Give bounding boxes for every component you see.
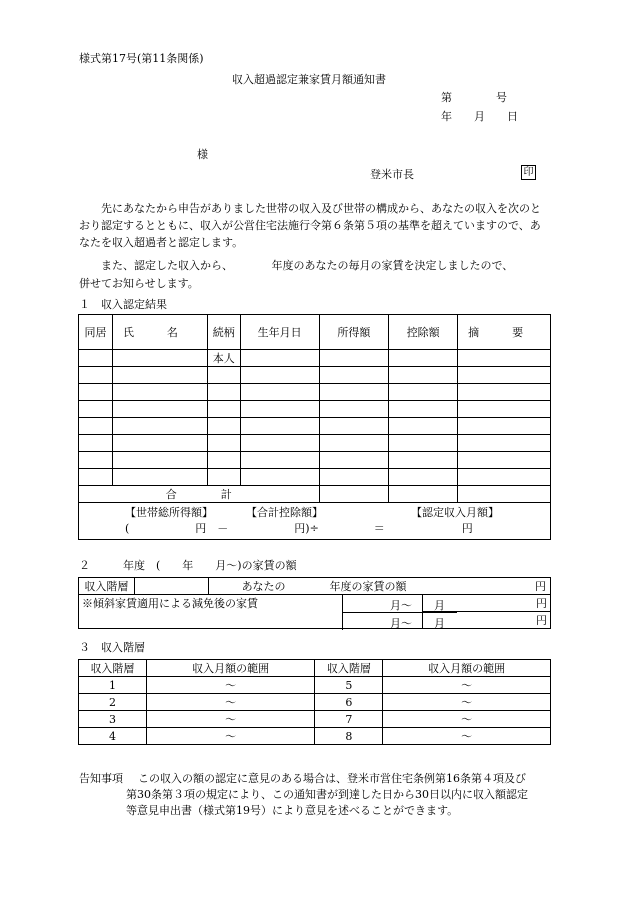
table-row [79, 401, 551, 418]
rent-yen: 円 [535, 580, 546, 593]
body-paragraph-1: 先にあなたから申告がありました世帯の収入及び世帯の構成から、あなたの収入を次のとおり認定するとともに、収入が公営住宅法施行令第６条第５項の基準を超えていますので、あなたを収入超過者と認定します。 [79, 202, 541, 249]
section2-heading: ２ 年度 ( 年 月〜)の家賃の額 [79, 559, 297, 572]
income-class-table [78, 659, 551, 745]
table-row [79, 694, 551, 711]
class-cell: 2 [79, 694, 147, 711]
table-row [79, 728, 551, 745]
range-cell: 〜 [146, 694, 315, 711]
body-paragraph-2-line-2: 併せてお知らせします。 [79, 277, 199, 290]
header-birthdate: 生年月日 [240, 315, 319, 350]
reduced-yen-1: 円 [423, 595, 551, 612]
class-cell: 8 [315, 728, 383, 745]
header-cohabit: 同居 [79, 315, 113, 350]
range-cell: 〜 [146, 728, 315, 745]
month-range-2: 月〜 月 [390, 617, 445, 630]
table-row [79, 452, 551, 469]
table-row [79, 418, 551, 435]
sender-name: 登米市長 [370, 168, 414, 181]
class-cell: 5 [315, 677, 383, 694]
summary-formula: ( 円 － 円)÷ ＝ 円 [125, 522, 473, 535]
notice-label: 告知事項 [79, 772, 123, 785]
rent-row [79, 578, 551, 595]
divider [342, 612, 457, 613]
range-cell: 〜 [383, 728, 551, 745]
table-row [79, 469, 551, 486]
header-range-1: 収入月額の範囲 [146, 660, 315, 677]
class-cell: 3 [79, 711, 147, 728]
table-row [79, 677, 551, 694]
divider [342, 595, 343, 630]
header-deduction: 控除額 [389, 315, 458, 350]
range-cell: 〜 [146, 711, 315, 728]
seal-mark: 印 [521, 165, 536, 180]
document-title: 収入超過認定兼家賃月額通知書 [232, 73, 386, 86]
table-row [79, 711, 551, 728]
total-row [79, 486, 551, 503]
header-relation: 続柄 [207, 315, 240, 350]
reduced-yen-2: 円 [423, 612, 551, 629]
number-line: 第 号 [441, 91, 507, 104]
relation-self: 本人 [207, 350, 240, 367]
month-range-1: 月〜 月 [390, 599, 445, 612]
range-cell: 〜 [383, 694, 551, 711]
rent-table [78, 577, 551, 629]
section3-heading: ３ 収入階層 [79, 641, 145, 654]
header-remarks: 摘 要 [458, 315, 551, 350]
range-cell: 〜 [383, 677, 551, 694]
summary-row [79, 503, 551, 540]
income-class-header [79, 660, 551, 677]
notice-line-2: 第30条第３項の規定により、この通知書が到達した日から30日以内に収入額認定 [126, 788, 528, 801]
income-class-label: 収入階層 [79, 578, 135, 595]
class-cell: 7 [315, 711, 383, 728]
rent-label: あなたの 年度の家賃の額 [241, 580, 407, 593]
section1-heading: １ 収入認定結果 [79, 298, 167, 311]
table-row [79, 435, 551, 452]
addressee-suffix: 様 [197, 148, 208, 161]
income-table-header [79, 315, 551, 350]
date-line: 年 月 日 [441, 110, 518, 123]
table-row [79, 367, 551, 384]
header-range-2: 収入月額の範囲 [383, 660, 551, 677]
class-cell: 6 [315, 694, 383, 711]
class-cell: 1 [79, 677, 147, 694]
notice-line-3: 等意見申出書（様式第19号）により意見を述べることができます。 [126, 804, 459, 817]
class-cell: 4 [79, 728, 147, 745]
table-row [79, 384, 551, 401]
summary-labels: 【世帯総所得額】 【合計控除額】 【認定収入月額】 [125, 506, 499, 519]
income-table [78, 314, 551, 540]
reduced-rent-label: ※傾斜家賃適用による減免後の家賃 [82, 597, 258, 610]
total-label: 合 計 [79, 486, 320, 503]
header-name: 氏 名 [112, 315, 207, 350]
body-paragraph-2-line-1: また、認定した収入から、 年度のあなたの毎月の家賃を決定しましたので、 [101, 259, 514, 272]
notice-line-1: この収入の額の認定に意見のある場合は、登米市営住宅条例第16条第４項及び [138, 772, 526, 785]
range-cell: 〜 [146, 677, 315, 694]
header-class-1: 収入階層 [79, 660, 147, 677]
reduced-row [79, 595, 551, 612]
header-class-2: 収入階層 [315, 660, 383, 677]
header-income: 所得額 [319, 315, 389, 350]
table-row [79, 350, 551, 367]
range-cell: 〜 [383, 711, 551, 728]
form-number: 様式第17号(第11条関係) [79, 52, 204, 65]
